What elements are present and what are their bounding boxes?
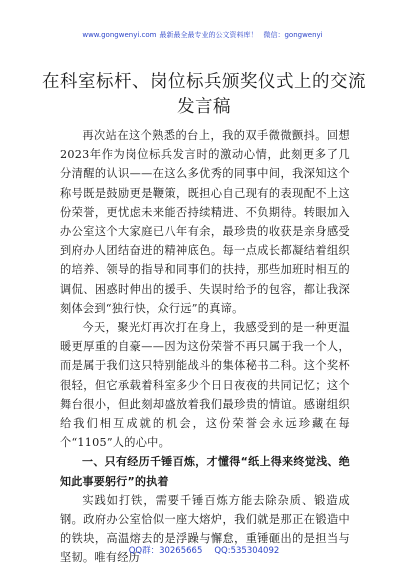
page-header — [0, 30, 408, 40]
page-footer — [0, 544, 408, 556]
site-link[interactable]: www.gongwenyi.com — [82, 31, 157, 39]
body-paragraph-3: 实践如打铁，需要千锤百炼方能去除杂质、锻造成钢。政府办公室恰似一座大熔炉，我们就是那正在锻造中的铁块，高温熔去的是浮躁与懈怠，重锤砸出的是担当与坚韧。唯有经历 — [60, 493, 350, 565]
document-title: 在科室标杆、岗位标兵颁奖仪式上的交流发言稿 — [42, 72, 366, 117]
body-paragraph-2: 今天，聚光灯再次打在身上，我感受到的是一种更温暖更厚重的自豪——因为这份荣誉不再只属于我一个人，而是属于我们这只特别能战斗的集体秘书二科。这个奖杯很轻，但它承载着科室多少个日日夜夜的共同记忆；这个舞台很小，但此刻却盛放着我们最珍贵的情谊。感谢组织给我们相互成就的机会，这份荣誉会永远珍藏在每个“1105”人的心中。 — [60, 321, 350, 450]
section-heading: 一、只有经历千锤百炼，才懂得“纸上得来终觉浅、绝知此事要躬行”的执着 — [60, 455, 350, 488]
header-slogan: 最新最全最专业的公文资料库！ — [159, 31, 258, 39]
footer-qq-group: QQ群：30265665 — [128, 546, 203, 556]
document-body — [60, 126, 350, 568]
header-wechat: 微信：gongwenyi — [263, 31, 323, 39]
footer-qq: QQ:535304092 — [214, 546, 280, 556]
body-paragraph-1: 再次站在这个熟悉的台上，我的双手微微颤抖。回想2023年作为岗位标兵发言时的激动心情，此刻更多了几分清醒的认识——在这么多优秀的同事中间，我深知这个称号既是鼓励更是鞭策，既担心自己现有的表现配不上这份荣誉，更忧虑未来能否持续精进、不负期待。转眼加入办公室这个大家庭已八年有余，最珍贵的收获是亲身感受到府办人团结奋进的精神底色。每一点成长都凝结着组织的培养、领导的指导和同事们的扶持，那些加班时相互的调侃、困惑时伸出的援手、失误时给予的包容，都让我深刻体会到“独行快，众行远”的真谛。 — [60, 129, 350, 315]
